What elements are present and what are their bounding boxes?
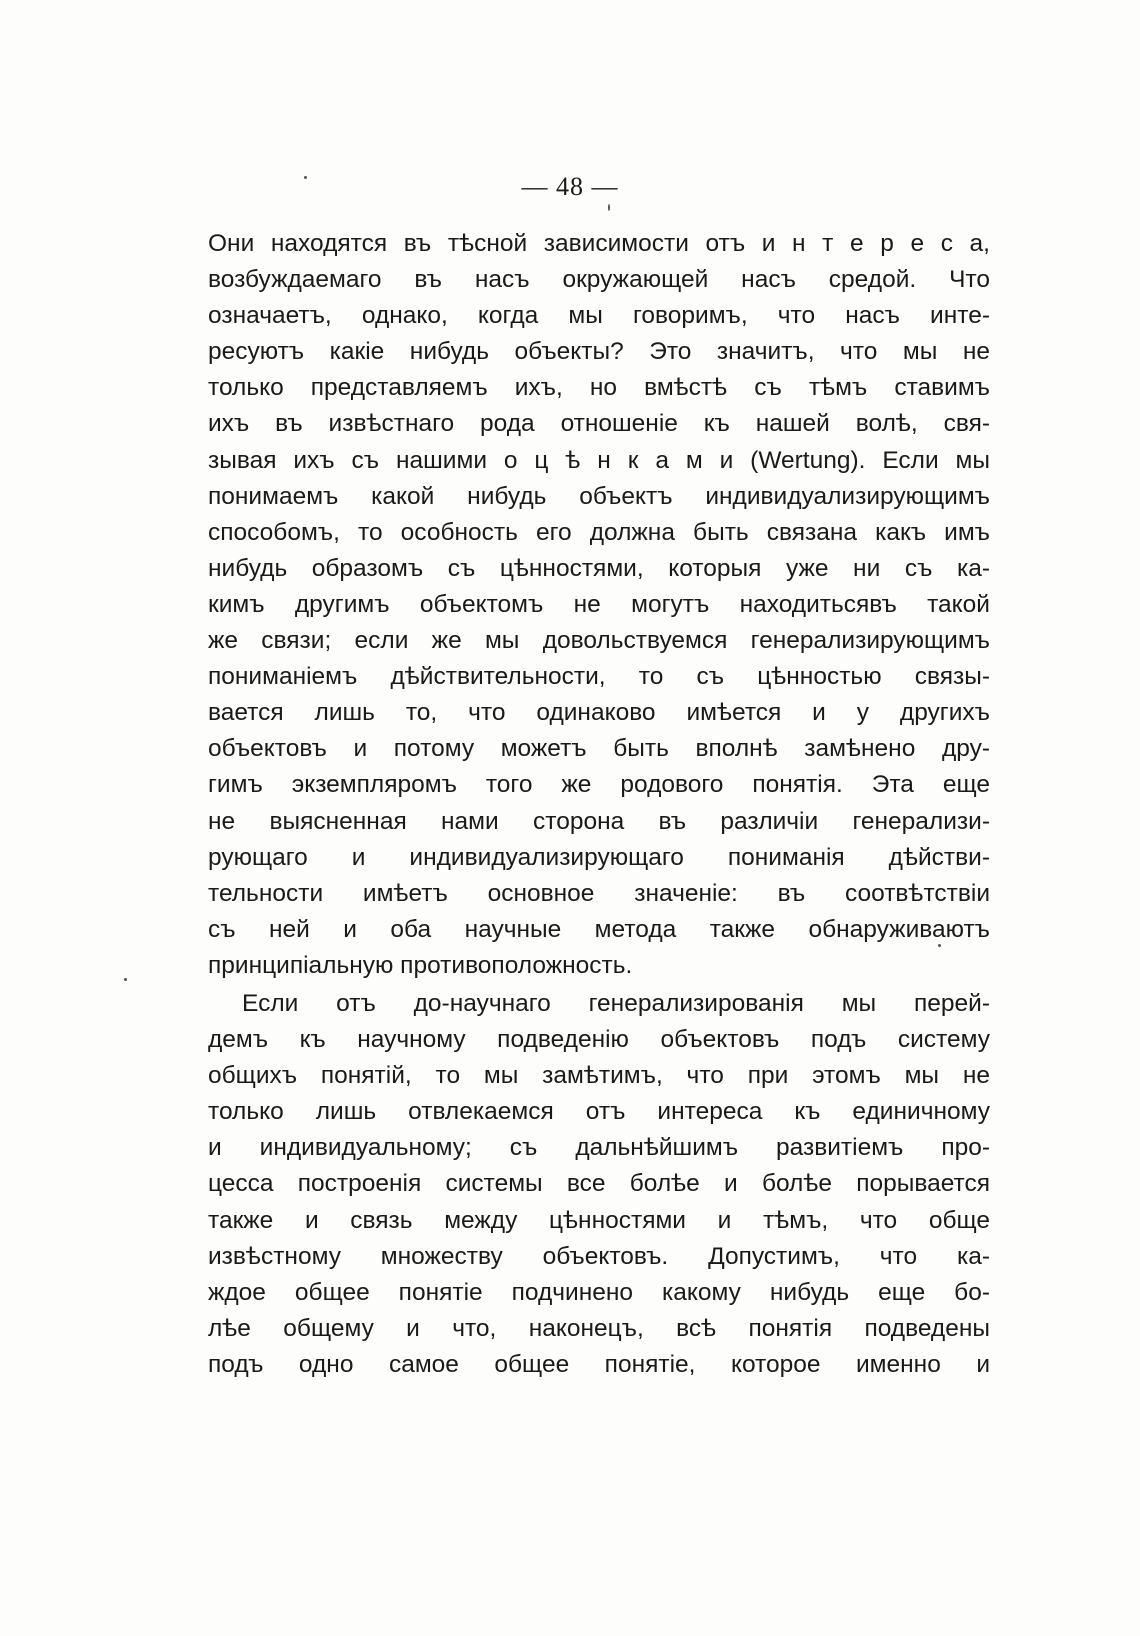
text-line: цесса построенія системы все болѣе и болѣе порывается	[208, 1170, 990, 1198]
text-line: Они находятся въ тѣсной зависимости отъ и н т е р е с а,	[208, 230, 990, 257]
text-line: только лишь отвлекаемся отъ интереса къ единичному	[208, 1098, 990, 1126]
paragraph-1	[208, 226, 990, 984]
scan-speck	[124, 978, 127, 981]
text-line: подъ одно самое общее понятіе, которое именно и	[208, 1350, 990, 1378]
text-line: означаетъ, однако, когда мы говоримъ, что насъ инте-	[208, 302, 990, 330]
text-line: также и связь между цѣнностями и тѣмъ, что обще	[208, 1206, 990, 1234]
text-line: не выясненная нами сторона въ различіи генерализи-	[208, 807, 990, 835]
paragraph-2	[208, 986, 990, 1383]
body-text	[208, 226, 990, 1383]
text-line: объектовъ и потому можетъ быть вполнѣ замѣнено дру-	[208, 735, 990, 763]
scan-speck	[304, 176, 307, 179]
text-line: нибудь образомъ съ цѣнностями, которыя уже ни съ ка-	[208, 554, 990, 582]
text-line: лѣе общему и что, наконецъ, всѣ понятія подведены	[208, 1314, 990, 1342]
text-line: понимаемъ какой нибудь объектъ индивидуализирующимъ	[208, 482, 990, 510]
text-line: рующаго и индивидуализирующаго пониманія дѣйстви-	[208, 843, 990, 871]
text-line: способомъ, то особность его должна быть связана какъ имъ	[208, 518, 990, 546]
text-line: ихъ въ извѣстнаго рода отношеніе къ нашей волѣ, свя-	[208, 410, 990, 438]
text-line: ресуютъ какіе нибудь объекты? Это значитъ, что мы не	[208, 338, 990, 366]
text-line: гимъ экземпляромъ того же родового понятія. Эта еще	[208, 771, 990, 799]
text-line: извѣстному множеству объектовъ. Допустимъ, что ка-	[208, 1242, 990, 1270]
text-line: съ ней и оба научные метода также обнаруживаютъ	[208, 915, 990, 943]
text-line: ждое общее понятіе подчинено какому нибудь еще бо-	[208, 1278, 990, 1306]
text-line: тельности имѣетъ основное значеніе: въ соотвѣтствіи	[208, 879, 990, 907]
scan-speck	[938, 944, 941, 947]
text-line: же связи; если же мы довольствуемся генерализирующимъ	[208, 627, 990, 655]
text-line: зывая ихъ съ нашими о ц ѣ н к а м и (Wertung). Если мы	[208, 446, 990, 474]
text-line: кимъ другимъ объектомъ не могутъ находитьсявъ такой	[208, 590, 990, 618]
text-line: принципіальную противоположность.	[208, 951, 633, 979]
text-line: демъ къ научному подведенію объектовъ подъ систему	[208, 1026, 990, 1054]
page-number: — 48 —	[521, 172, 619, 201]
text-line: возбуждаемаго въ насъ окружающей насъ средой. Что	[208, 266, 990, 294]
text-line: Если отъ до-научнаго генерализированія мы перей-	[242, 989, 990, 1017]
text-line: вается лишь то, что одинаково имѣется и у другихъ	[208, 699, 990, 727]
text-line: общихъ понятій, то мы замѣтимъ, что при этомъ мы не	[208, 1062, 990, 1090]
scan-speck	[608, 204, 610, 211]
text-line: пониманіемъ дѣйствительности, то съ цѣнностью связы-	[208, 663, 990, 691]
text-line: и индивидуальному; съ дальнѣйшимъ развитіемъ про-	[208, 1134, 990, 1162]
text-line: только представляемъ ихъ, но вмѣстѣ съ тѣмъ ставимъ	[208, 374, 990, 402]
